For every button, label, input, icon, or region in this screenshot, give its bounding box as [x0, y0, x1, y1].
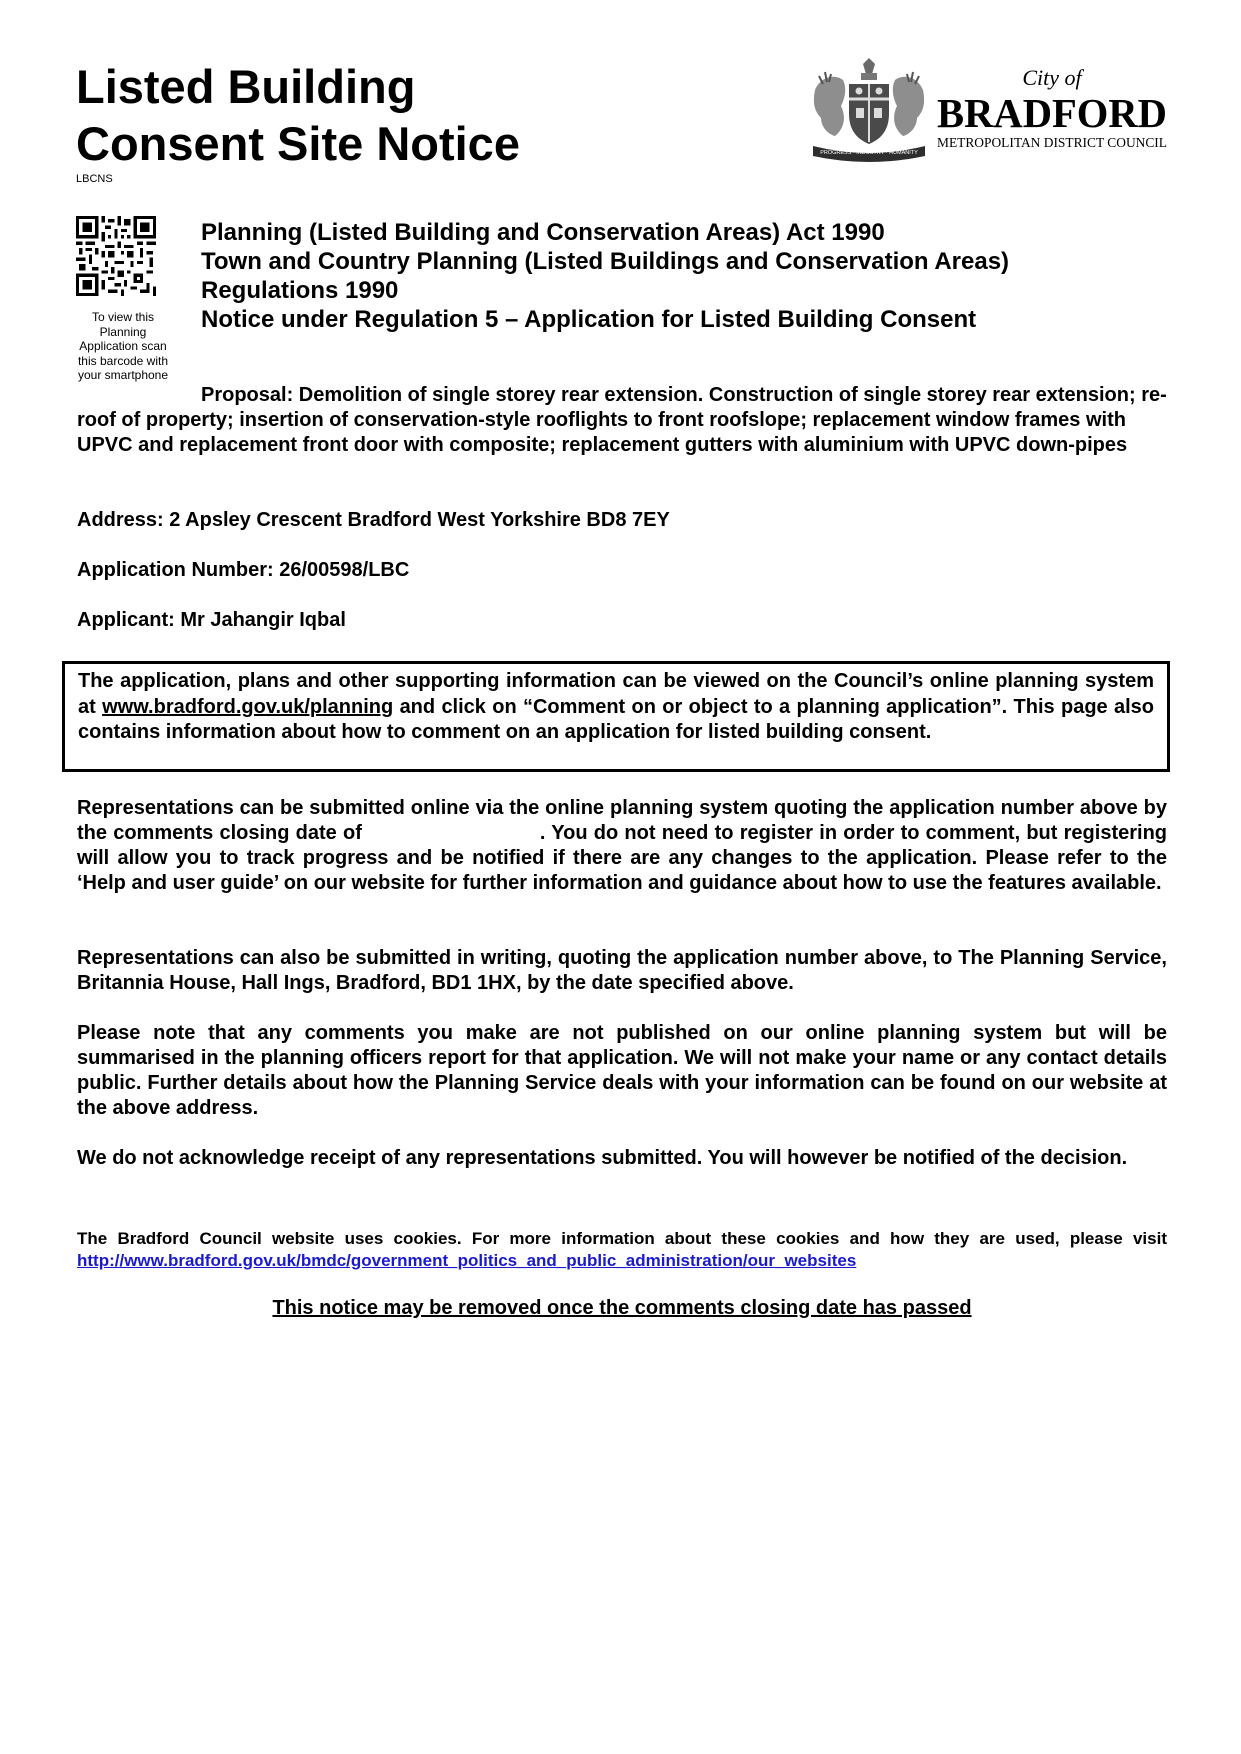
coat-of-arms-icon [813, 58, 925, 162]
publishing-paragraph: Please note that any comments you make are not published on our online planning system but will be summarised in the planning officers report for that application. We will not make your name or any contact details public. Further details about how the Planning Service deals with your information can be found on our website at the above address. [77, 1022, 1167, 1119]
form-code: LBCNS [76, 173, 113, 185]
act-line-1: Planning (Listed Building and Conservation Areas) Act 1990 [201, 219, 885, 246]
logo-subtitle: METROPOLITAN DISTRICT COUNCIL [937, 135, 1167, 150]
act-line-2: Town and Country Planning (Listed Buildings and Conservation Areas) [201, 248, 1010, 275]
act-line-3: Regulations 1990 [201, 277, 399, 304]
address-text: Address: 2 Apsley Crescent Bradford West Yorkshire BD8 7EY [77, 509, 670, 531]
logo-motto: PROGRESS · INDUSTRY · HUMANITY [820, 150, 918, 156]
representations-text-2: . You do not need to register in order to comment, but registering will allow you to track progress and be notified if there are any changes to the application. Please refer to the ‘Help and user guide’ on our website for further information and guidance about how to use the features available. [77, 822, 1167, 894]
title-line-2: Consent Site Notice [76, 117, 520, 170]
cookies-paragraph [77, 1228, 1167, 1271]
box-text-2: and click on “Comment on or object to a planning application”. This page also contains information about how to comment on an application for listed building consent. [78, 695, 1154, 743]
cookies-text: The Bradford Council website uses cookies. For more information about these cookies and how they are used, please visit [77, 1229, 1167, 1248]
online-planning-info-box [62, 661, 1170, 772]
applicant-text: Applicant: Mr Jahangir Iqbal [77, 609, 346, 631]
logo-name: BRADFORD [937, 90, 1167, 136]
application-number: Application Number: 26/00598/LBC [77, 559, 410, 581]
notice-regulation: Notice under Regulation 5 – Application for Listed Building Consent [201, 306, 977, 333]
box-text-1: The application, plans and other supporting information can be viewed on the Council’s online planning system at [78, 670, 1154, 718]
acknowledge-paragraph: We do not acknowledge receipt of any representations submitted. You will however be notified of the decision. [77, 1147, 1128, 1169]
title-line-1: Listed Building [76, 60, 416, 113]
proposal-text: Proposal: Demolition of single storey rear extension. Construction of single storey rear extension; re-roof of property; insertion of conservation-style rooflights to front roofslope; replacement window frames with UPVC and replacement front door with composite; replacement gutters with aluminium with UPVC down-pipes [77, 384, 1167, 456]
qr-code-icon[interactable] [76, 216, 156, 296]
representations-online-paragraph [77, 796, 1167, 896]
representations-text-1: Representations can be submitted online via the online planning system quoting the application number above by the comments closing date of [77, 797, 1167, 844]
logo-city-of: City of [1022, 65, 1082, 90]
representations-writing-paragraph: Representations can also be submitted in writing, quoting the application number above, to The Planning Service, Britannia House, Hall Ings, Bradford, BD1 1HX, by the date specified above. [77, 947, 1167, 994]
qr-caption: To view this Planning Application scan this barcode with your smartphone [77, 310, 169, 382]
removal-notice: This notice may be removed once the comments closing date has passed [272, 1297, 972, 1319]
cookies-link[interactable]: http://www.bradford.gov.uk/bmdc/government_politics_and_public_administration/our_websites [77, 1250, 857, 1270]
page-title [76, 58, 520, 172]
bradford-council-logo [807, 56, 1167, 162]
planning-link[interactable]: www.bradford.gov.uk/planning [102, 695, 394, 718]
legislation-heading [201, 218, 1151, 334]
